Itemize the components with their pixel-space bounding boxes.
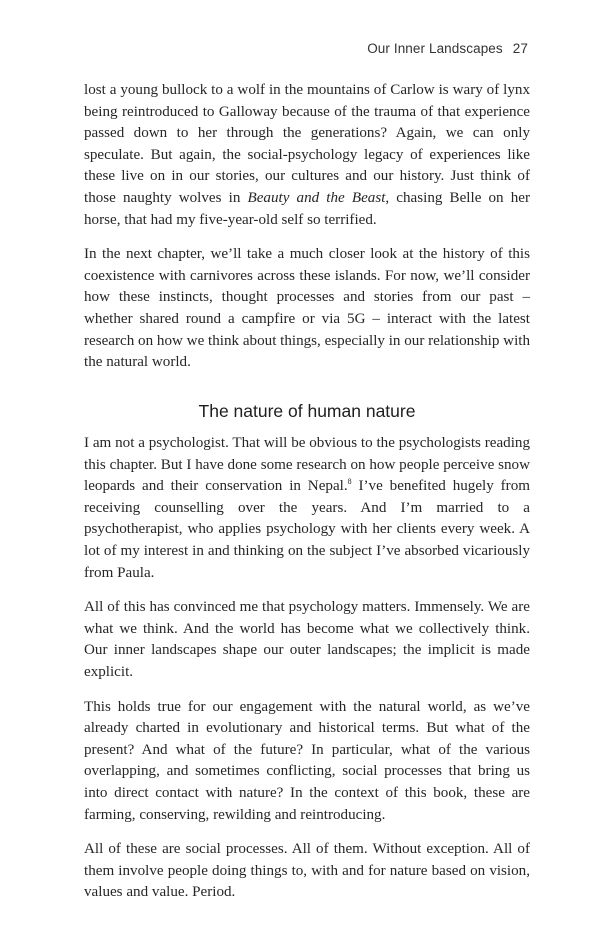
running-header	[367, 41, 528, 56]
paragraph: This holds true for our engagement with the natural world, as we’ve already charted in evolutionary and historical terms. But what of the present? And what of the future? In particular, what of the various overlapping, and sometimes conflicting, social processes that bring us into direct contact with nature? In the context of this book, these are farming, conserving, rewilding and reintroducing.	[84, 698, 530, 823]
footnote-marker[interactable]: 8	[347, 477, 352, 487]
paragraph: All of this has convinced me that psychology matters. Immensely. We are what we think. And the world has become what we collectively think. Our inner landscapes shape our outer landscapes; the implicit is made explicit.	[84, 599, 530, 680]
paragraph: lost a young bullock to a wolf in the mountains of Carlow is wary of lynx being reintroduced to Galloway because of the trauma of that experience passed down to her through the generations? Again, we can only speculate. But again, the social-psychology legacy of experiences like these live on in our stories, our cultures and our history. Just think of those naughty wolves in Beauty and the Beast, chasing Belle on her horse, that had my five-year-old self so terrified.	[84, 82, 531, 228]
page-number: 27	[512, 41, 528, 56]
paragraph: I am not a psychologist. That will be obvious to the psychologists reading this chapter. But I have done some research on how people perceive snow leopards and their conservation in Nepal.$^8$ I’ve benefited hugely from receiving counselling over the years. And I’m married to a psychotherapist, who applies psychology with her clients every week. A lot of my interest in and thinking on the subject I’ve absorbed vicariously from Paula.	[84, 435, 530, 581]
paragraph: All of these are social processes. All of them. Without exception. All of them involve people doing things to, with and for nature based on vision, values and value. Period.	[84, 841, 530, 901]
paragraph: In the next chapter, we’ll take a much closer look at the history of this coexistence with carnivores across these islands. For now, we’ll consider how these instincts, thought processes and stories from our past – whether shared round a campfire or via 5G – interact with the latest research on how we think about things, especially in our relationship with the natural world.	[84, 246, 531, 371]
text-block-after-heading	[84, 433, 530, 917]
section-heading: The nature of human nature	[198, 401, 416, 421]
book-title: Beauty and the Beast	[247, 189, 386, 206]
running-title: Our Inner Landscapes	[367, 41, 503, 56]
text-block-before-heading	[84, 80, 530, 387]
